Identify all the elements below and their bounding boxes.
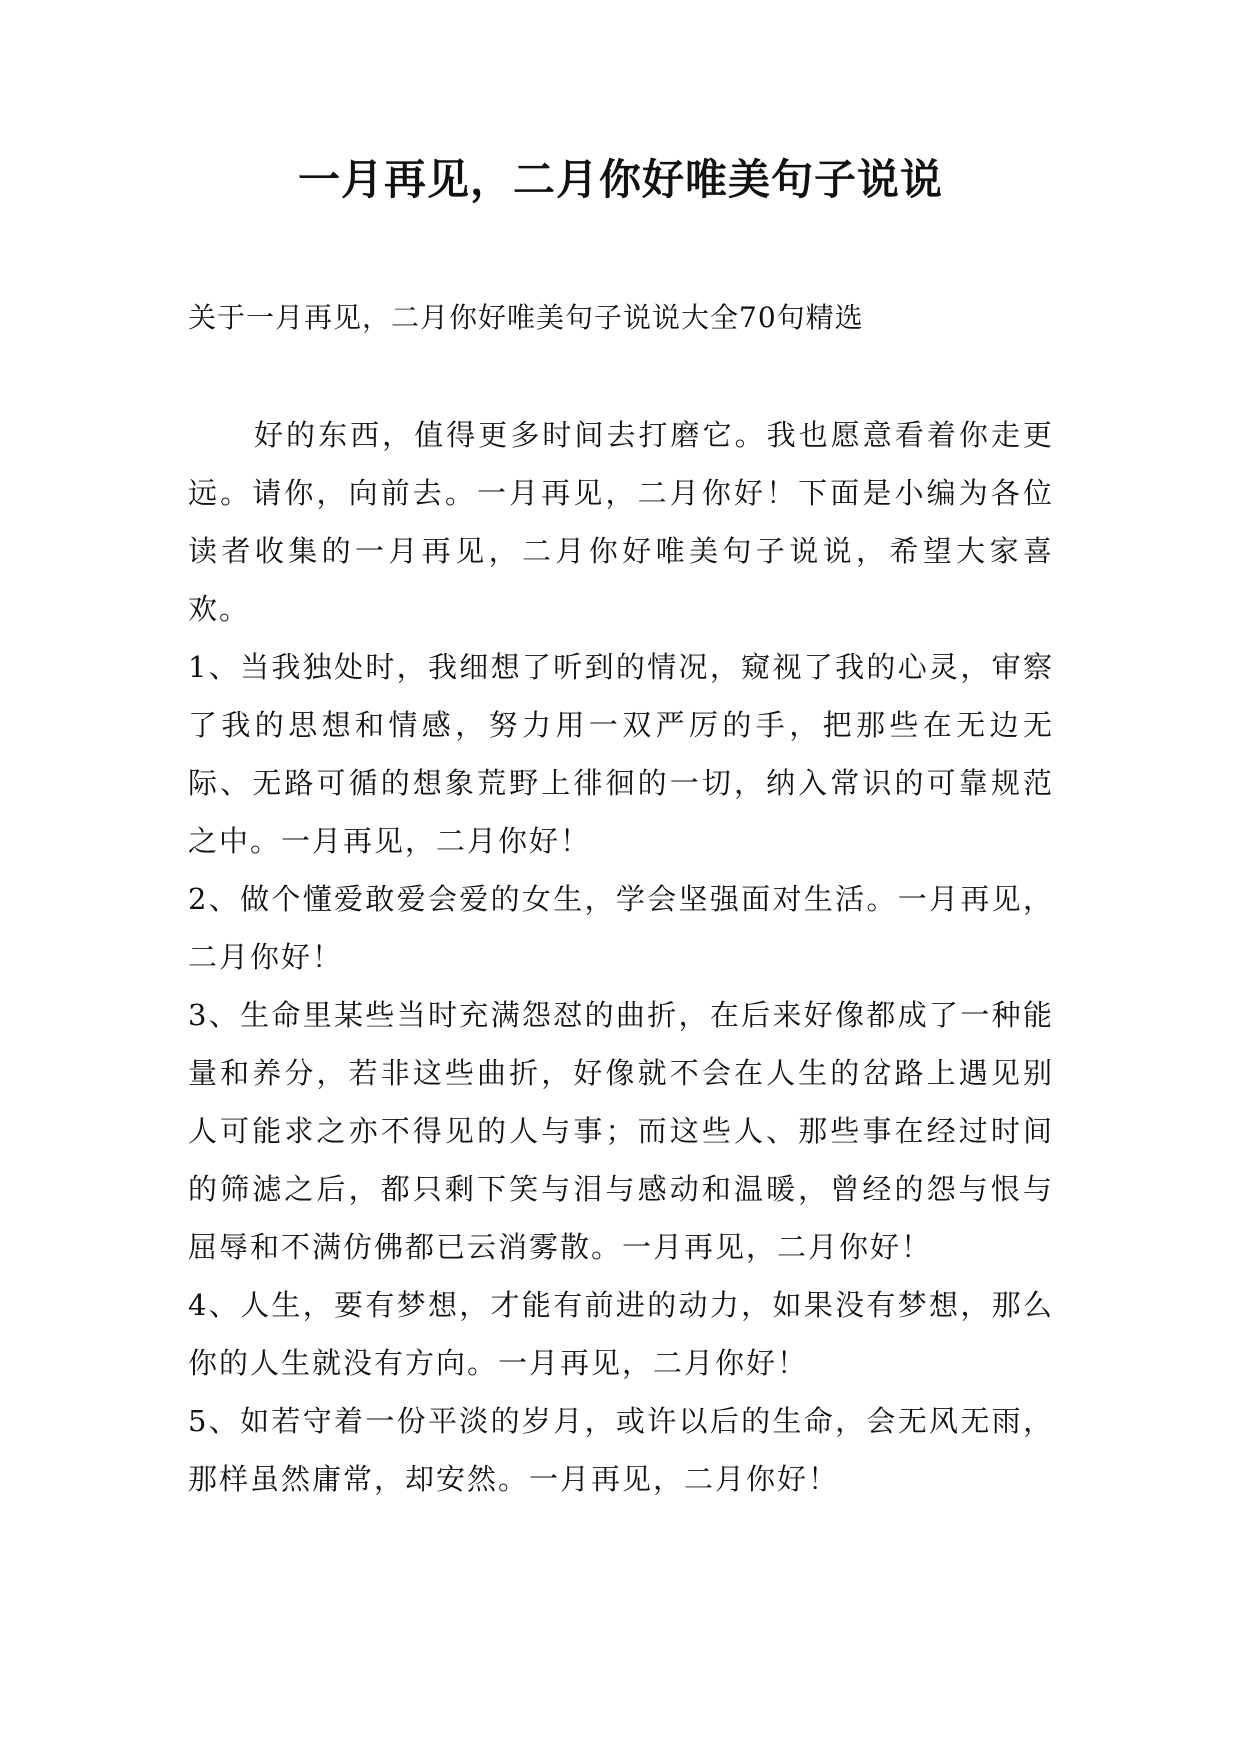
list-item-2: 2、做个懂爱敢爱会爱的女生，学会坚强面对生活。一月再见，二月你好！: [188, 882, 1054, 974]
document-body: [188, 406, 1054, 1508]
list-item-4: 4、人生，要有梦想，才能有前进的动力，如果没有梦想，那么你的人生就没有方向。一月再见，二月你好！: [188, 1288, 1054, 1380]
list-item-3: 3、生命里某些当时充满怨怼的曲折，在后来好像都成了一种能量和养分，若非这些曲折，好像就不会在人生的岔路上遇见别人可能求之亦不得见的人与事；而这些人、那些事在经过时间的筛滤之后，都只剩下笑与泪与感动和温暖，曾经的怨与恨与屈辱和不满仿佛都已云消雾散。一月再见，二月你好！: [188, 998, 1054, 1264]
subtitle: 关于一月再见，二月你好唯美句子说说大全70句精选: [188, 301, 864, 334]
intro-paragraph: 好的东西，值得更多时间去打磨它。我也愿意看着你走更远。请你，向前去。一月再见，二月你好！下面是小编为各位读者收集的一月再见，二月你好唯美句子说说，希望大家喜欢。: [188, 418, 1054, 626]
page-title: 一月再见，二月你好唯美句子说说: [297, 155, 943, 204]
list-item-1: 1、当我独处时，我细想了听到的情况，窥视了我的心灵，审察了我的思想和情感，努力用一双严厉的手，把那些在无边无际、无路可循的想象荒野上徘徊的一切，纳入常识的可靠规范之中。一月再见，二月你好！: [188, 650, 1054, 858]
list-item-5: 5、如若守着一份平淡的岁月，或许以后的生命，会无风无雨，那样虽然庸常，却安然。一月再见，二月你好！: [188, 1404, 1054, 1496]
